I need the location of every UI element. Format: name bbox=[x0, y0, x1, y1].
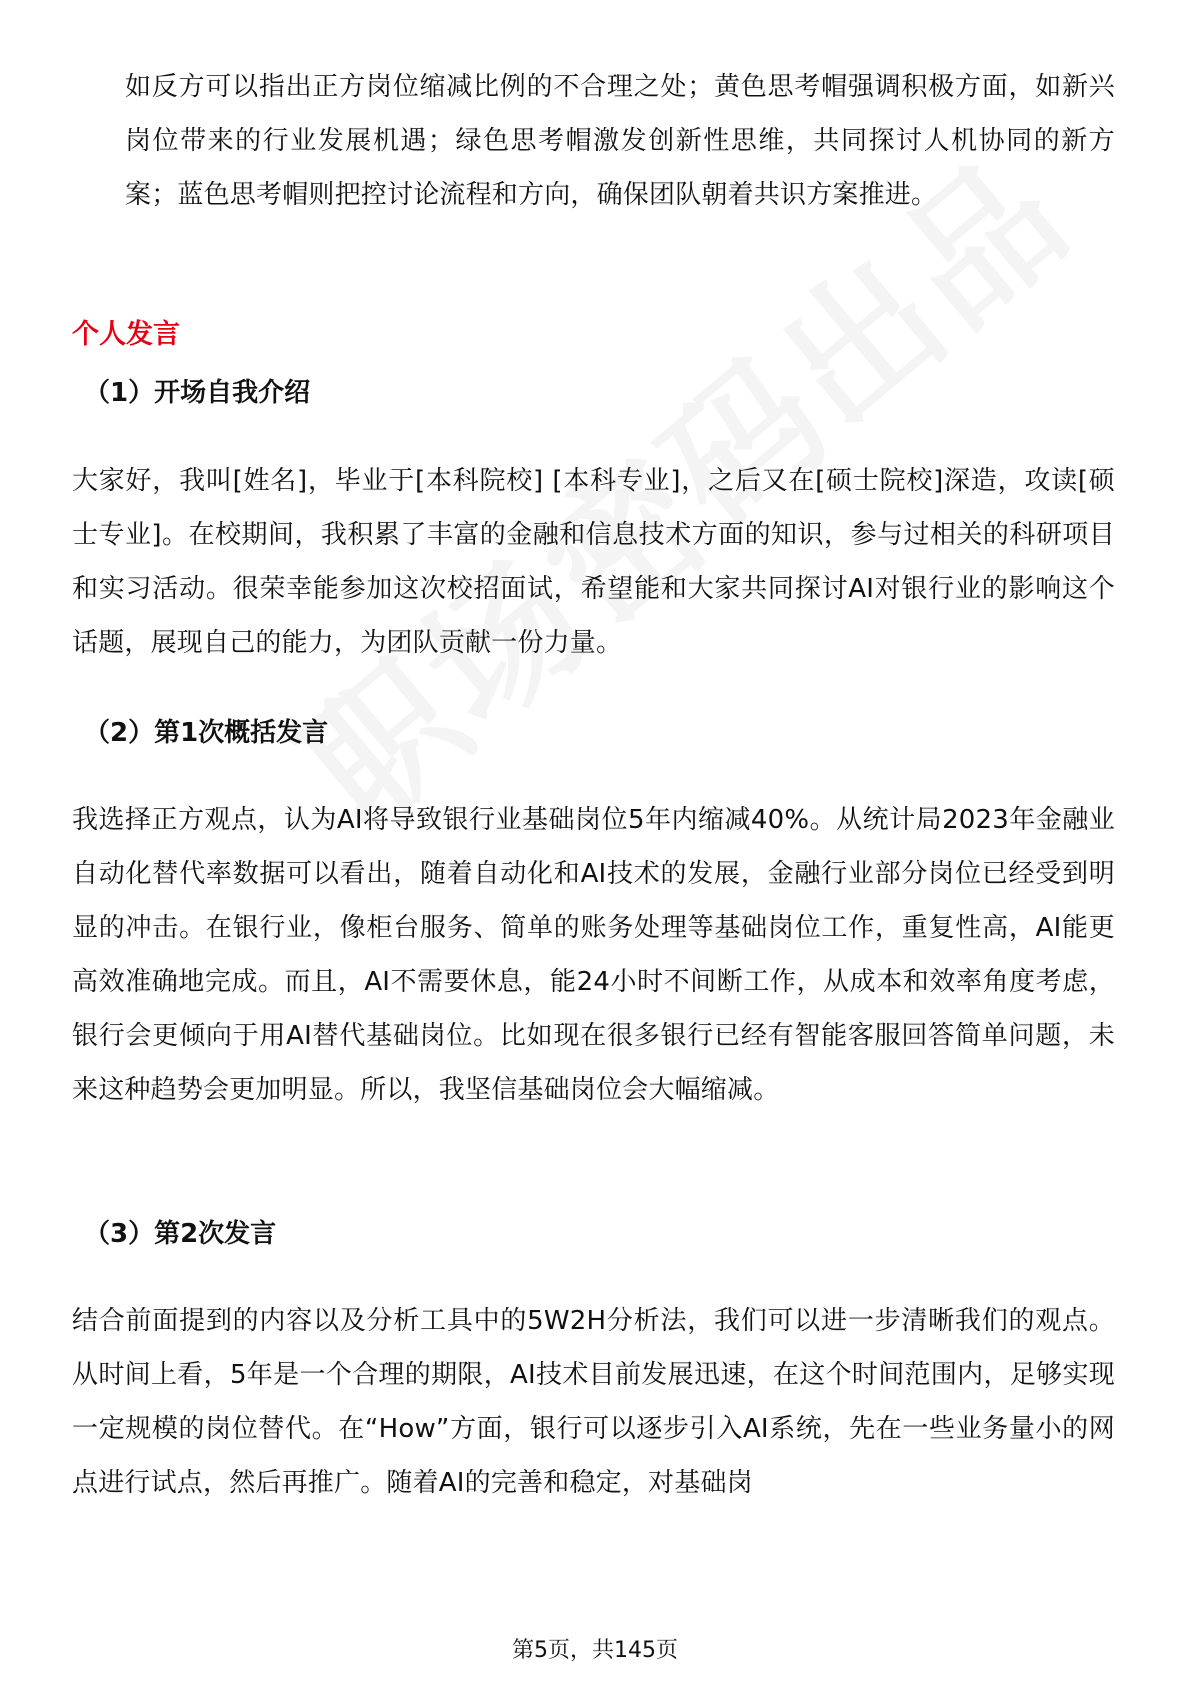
subsection-heading-3: （3）第2次发言 bbox=[84, 1219, 277, 1249]
subsection-text-2: 我选择正方观点，认为AI将导致银行业基础岗位5年内缩减40%。从统计局2023年金融业自动化替代率数据可以看出，随着自动化和AI技术的发展，金融行业部分岗位已经受到明显的冲击。在银行业，像柜台服务、简单的账务处理等基础岗位工作，重复性高，AI能更高效准确地完成。而且，AI不需要休息，能24小时不间断工作，从成本和效率角度考虑，银行会更倾向于用AI替代基础岗位。比如现在很多银行已经有智能客服回答简单问题，未来这种趋势会更加明显。所以，我坚信基础岗位会大幅缩减。 bbox=[72, 805, 1115, 1105]
subsection-heading-1: （1）开场自我介绍 bbox=[84, 378, 311, 408]
intro-paragraph: 如反方可以指出正方岗位缩减比例的不合理之处；黄色思考帽强调积极方面，如新兴岗位带来的行业发展机遇；绿色思考帽激发创新性思维，共同探讨人机协同的新方案；蓝色思考帽则把控讨论流程和方向，确保团队朝着共识方案推进。 bbox=[125, 72, 1115, 210]
section-title: 个人发言 bbox=[72, 319, 180, 350]
subsection-text-3: 结合前面提到的内容以及分析工具中的5W2H分析法，我们可以进一步清晰我们的观点。从时间上看，5年是一个合理的期限，AI技术目前发展迅速，在这个时间范围内，足够实现一定规模的岗位替代。在“How”方面，银行可以逐步引入AI系统，先在一些业务量小的网点进行试点，然后再推广。随着AI的完善和稳定，对基础岗 bbox=[72, 1306, 1115, 1498]
page-footer: 第5页，共145页 bbox=[512, 1638, 678, 1663]
subsection-text-1: 大家好，我叫[姓名]，毕业于[本科院校] [本科专业]，之后又在[硕士院校]深造，攻读[硕士专业]。在校期间，我积累了丰富的金融和信息技术方面的知识，参与过相关的科研项目和实习活动。很荣幸能参加这次校招面试，希望能和大家共同探讨AI对银行业的影响这个话题，展现自己的能力，为团队贡献一份力量。 bbox=[72, 466, 1115, 658]
subsection-heading-2: （2）第1次概括发言 bbox=[84, 718, 329, 748]
